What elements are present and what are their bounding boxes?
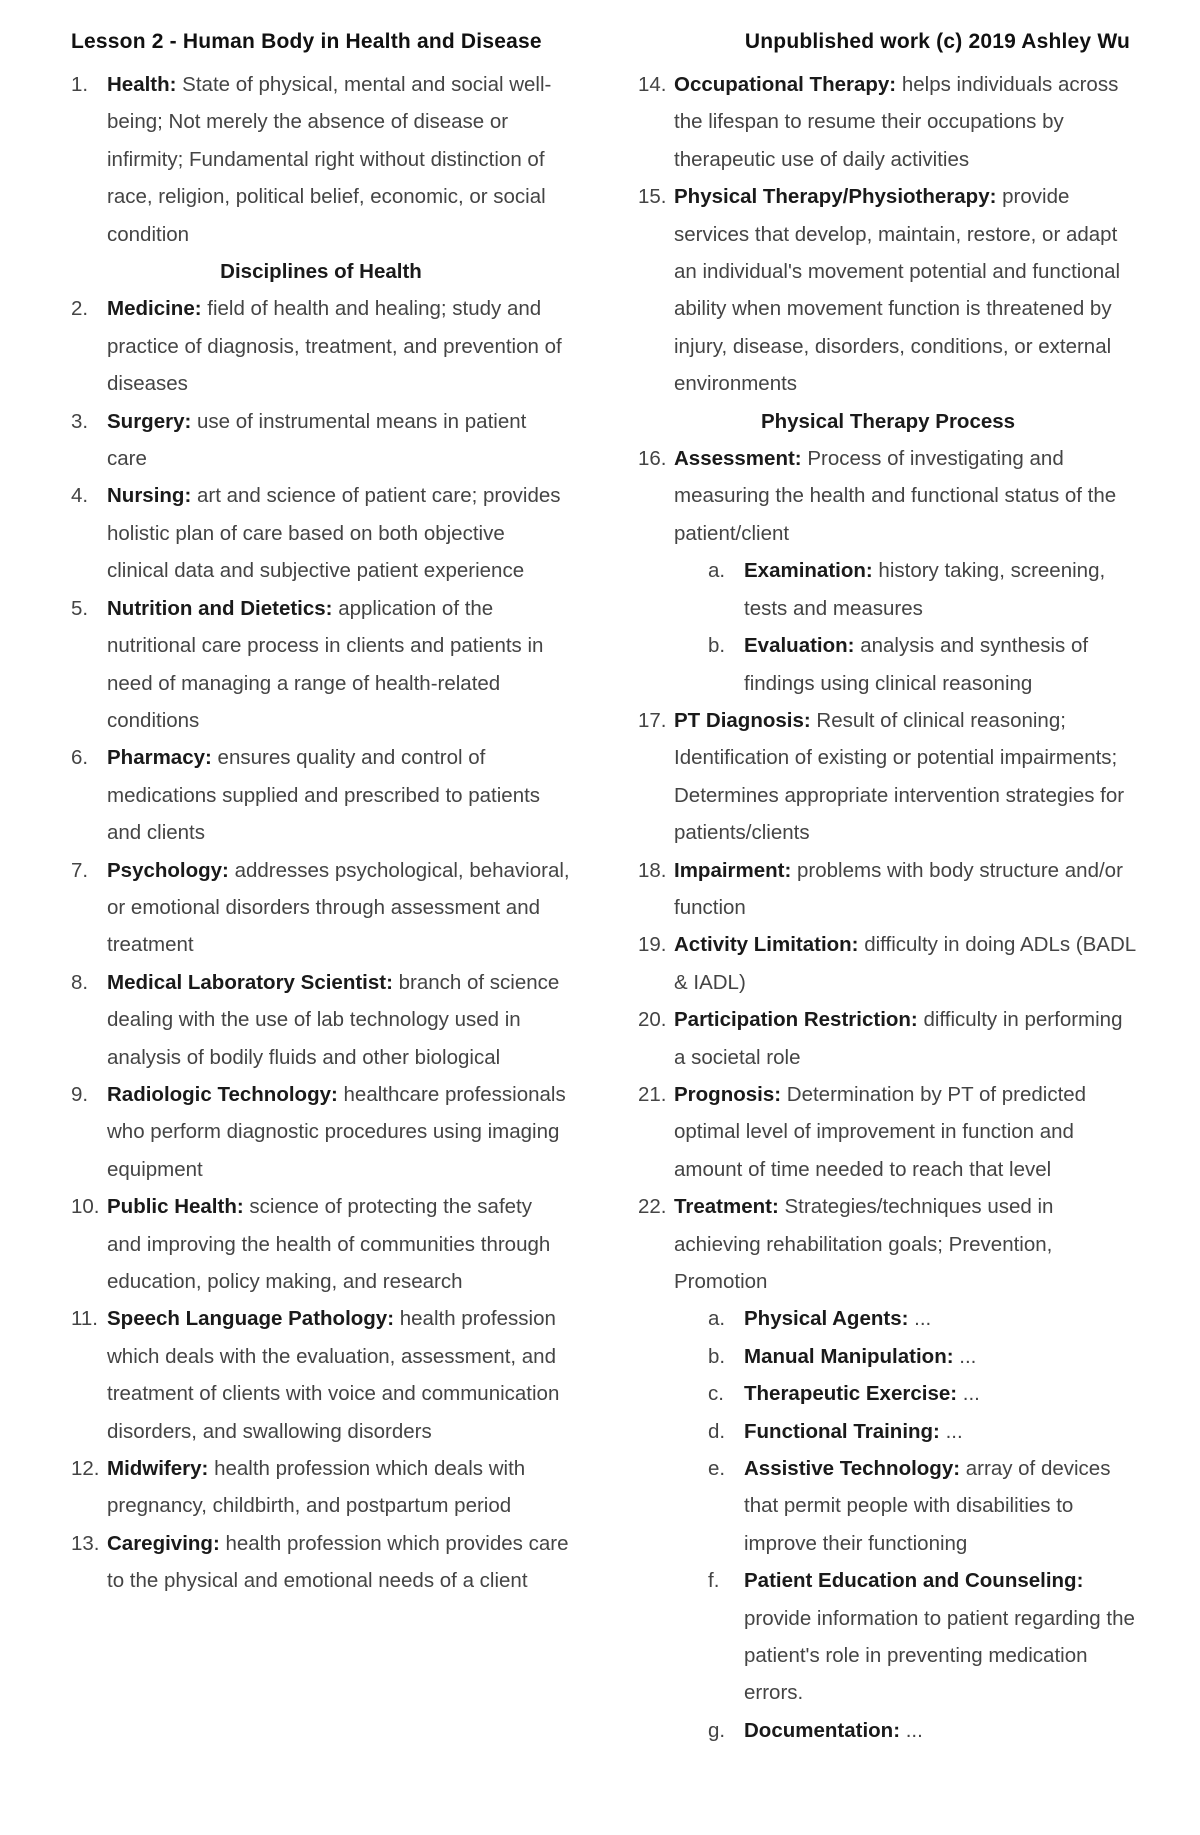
item-text <box>674 178 1138 402</box>
list-item <box>638 1188 1138 1300</box>
item-definition: science of protecting the safety and improving the health of communities through education, policy making, and research <box>107 1195 551 1293</box>
item-term: PT Diagnosis: <box>674 708 811 732</box>
item-text <box>744 1712 1138 1749</box>
item-text <box>107 1300 571 1450</box>
item-text <box>674 1001 1138 1076</box>
right-column <box>638 66 1138 1749</box>
list-item <box>638 1076 1138 1188</box>
sub-item <box>708 627 1138 702</box>
item-definition: Determination by PT of predicted optimal level of improvement in function and amount of time needed to reach that level <box>674 1082 1087 1181</box>
list-item <box>71 852 571 964</box>
item-text <box>674 1076 1138 1188</box>
list-item <box>71 590 571 740</box>
item-definition: branch of science dealing with the use of lab technology used in analysis of bodily fluids and other biological <box>107 970 560 1069</box>
sub-item-letter: b. <box>708 1344 726 1368</box>
item-term: Speech Language Pathology: <box>107 1307 395 1331</box>
item-definition: State of physical, mental and social well-being; Not merely the absence of disease or infirmity; Fundamental right without distinction of race, religion, political belief, economic, or social condition <box>107 73 552 246</box>
item-term: Evaluation: <box>744 634 855 658</box>
list-item <box>71 739 571 851</box>
item-number: 13. <box>71 1531 100 1555</box>
item-term: Health: <box>107 73 177 96</box>
item-definition: Result of clinical reasoning; Identification of existing or potential impairments; Determines appropriate intervention strategies for patients/clients <box>674 708 1125 845</box>
item-number: 8. <box>71 970 89 994</box>
item-definition: use of instrumental means in patient care <box>107 409 527 471</box>
item-definition: difficulty in performing a societal role <box>674 1008 1123 1069</box>
item-term: Patient Education and Counseling: <box>744 1569 1084 1593</box>
item-definition: field of health and healing; study and practice of diagnosis, treatment, and prevention of diseases <box>107 297 562 396</box>
item-number: 11. <box>71 1307 98 1331</box>
sub-item <box>708 1712 1138 1749</box>
section-heading-pt-process: Physical Therapy Process <box>760 409 1016 433</box>
item-definition: provide information to patient regarding the patient's role in preventing medication errors. <box>744 1606 1135 1705</box>
item-number: 17. <box>638 708 667 732</box>
item-definition: art and science of patient care; provides holistic plan of care based on both objective clinical data and subjective patient experience <box>107 484 561 583</box>
list-item <box>71 1076 571 1188</box>
item-text <box>744 1375 1138 1412</box>
item-text <box>107 1525 571 1600</box>
item-term: Participation Restriction: <box>674 1008 918 1032</box>
item-number: 22. <box>638 1195 667 1219</box>
item-definition: helps individuals across the lifespan to resume their occupations by therapeutic use of daily activities <box>674 73 1119 171</box>
item-text <box>107 964 571 1076</box>
item-number: 19. <box>638 933 667 957</box>
item-text <box>744 1300 1138 1337</box>
item-definition: ... <box>957 1382 980 1406</box>
item-definition: application of the nutritional care process in clients and patients in need of managing a range of health-related conditions <box>107 596 544 732</box>
sub-item <box>708 1450 1138 1562</box>
item-term: Assistive Technology: <box>744 1457 961 1481</box>
item-text <box>744 1450 1138 1562</box>
item-term: Examination: <box>744 559 873 583</box>
item-term: Medicine: <box>107 297 202 321</box>
list-item <box>71 477 571 589</box>
item-term: Prognosis: <box>674 1082 782 1106</box>
item-text <box>107 477 571 589</box>
item-number: 3. <box>71 409 89 433</box>
left-column <box>71 66 571 1600</box>
item-definition: ... <box>939 1419 963 1443</box>
list-item <box>638 66 1138 178</box>
sub-item-letter: c. <box>708 1382 724 1406</box>
list-item <box>71 1525 571 1600</box>
item-term: Occupational Therapy: <box>674 73 897 96</box>
sub-item <box>708 552 1138 627</box>
item-term: Public Health: <box>107 1195 244 1219</box>
item-term: Pharmacy: <box>107 746 212 770</box>
item-number: 15. <box>638 185 667 209</box>
item-definition: ... <box>900 1718 923 1742</box>
item-term: Therapeutic Exercise: <box>744 1382 958 1406</box>
item-definition: Strategies/techniques used in achieving rehabilitation goals; Prevention, Promotion <box>674 1195 1054 1293</box>
list-item <box>71 964 571 1076</box>
item-term: Functional Training: <box>744 1419 940 1443</box>
item-definition: health profession which provides care to the physical and emotional needs of a client <box>107 1531 569 1593</box>
sub-item <box>708 1562 1138 1712</box>
item-term: Caregiving: <box>107 1531 220 1555</box>
item-text <box>107 290 571 402</box>
item-text <box>107 1450 571 1525</box>
sub-item-letter: b. <box>708 634 726 658</box>
item-term: Impairment: <box>674 858 792 882</box>
item-text <box>107 1188 571 1300</box>
list-item <box>638 702 1138 852</box>
item-definition: difficulty in doing ADLs (BADL & IADL) <box>674 933 1136 994</box>
item-definition: addresses psychological, behavioral, or emotional disorders through assessment and treatment <box>107 858 570 957</box>
item-term: Medical Laboratory Scientist: <box>107 970 393 994</box>
list-item <box>71 290 571 402</box>
sub-item-letter: a. <box>708 559 726 583</box>
sub-item <box>708 1413 1138 1450</box>
item-number: 6. <box>71 746 89 770</box>
item-term: Physical Therapy/Physiotherapy: <box>674 185 997 209</box>
item-definition: health profession which deals with the evaluation, assessment, and treatment of clients with voice and communication disorders, and swallowing disorders <box>107 1307 560 1443</box>
item-number: 2. <box>71 297 89 321</box>
list-item <box>71 66 571 253</box>
item-text <box>744 627 1138 702</box>
sub-item <box>708 1338 1138 1375</box>
item-term: Physical Agents: <box>744 1307 909 1331</box>
item-definition: health profession which deals with pregnancy, childbirth, and postpartum period <box>107 1457 526 1518</box>
item-number: 1. <box>71 73 89 96</box>
item-term: Radiologic Technology: <box>107 1082 338 1106</box>
item-number: 5. <box>71 596 89 620</box>
item-text <box>744 1413 1138 1450</box>
sub-item-letter: d. <box>708 1419 726 1443</box>
item-number: 4. <box>71 484 89 508</box>
item-term: Treatment: <box>674 1195 779 1219</box>
sub-item-letter: f. <box>708 1569 720 1593</box>
item-term: Manual Manipulation: <box>744 1344 954 1368</box>
item-term: Midwifery: <box>107 1457 209 1481</box>
item-text <box>744 1338 1138 1375</box>
item-definition: history taking, screening, tests and measures <box>744 559 1106 620</box>
item-text <box>107 852 571 964</box>
item-text <box>674 440 1138 552</box>
item-term: Psychology: <box>107 858 229 882</box>
copyright-notice: Unpublished work (c) 2019 Ashley Wu <box>744 30 1130 53</box>
list-item <box>638 852 1138 927</box>
item-definition: ensures quality and control of medications supplied and prescribed to patients and clients <box>107 746 541 845</box>
item-text <box>674 702 1138 852</box>
list-item <box>71 1450 571 1525</box>
item-number: 21. <box>638 1082 667 1106</box>
list-item <box>71 1300 571 1450</box>
item-text <box>107 739 571 851</box>
item-text <box>674 852 1138 927</box>
list-item <box>638 1001 1138 1076</box>
list-item <box>638 926 1138 1001</box>
section-heading-disciplines: Disciplines of Health <box>220 260 422 284</box>
item-definition: analysis and synthesis of findings using clinical reasoning <box>744 634 1089 695</box>
list-item <box>71 1188 571 1300</box>
sub-item <box>708 1375 1138 1412</box>
sub-item-letter: g. <box>708 1718 726 1742</box>
item-text <box>107 1076 571 1188</box>
item-text <box>674 66 1138 178</box>
item-number: 10. <box>71 1195 100 1219</box>
sub-item <box>708 1300 1138 1337</box>
item-number: 7. <box>71 858 89 882</box>
list-item <box>638 440 1138 552</box>
item-term: Surgery: <box>107 409 192 433</box>
item-text <box>674 1188 1138 1300</box>
item-term: Nutrition and Dietetics: <box>107 596 333 620</box>
item-text <box>107 66 571 253</box>
item-text <box>107 403 571 478</box>
item-text <box>107 590 571 740</box>
item-number: 20. <box>638 1008 667 1032</box>
item-definition: ... <box>953 1344 977 1368</box>
item-text <box>744 552 1138 627</box>
item-definition: provide services that develop, maintain, restore, or adapt an individual's movement potential and functional ability when movement function is threatened by injury, disease, disorders, conditions, or external environments <box>674 185 1121 396</box>
sub-item-letter: a. <box>708 1307 726 1331</box>
item-text <box>744 1562 1138 1712</box>
item-number: 18. <box>638 858 667 882</box>
item-term: Documentation: <box>744 1718 901 1742</box>
lesson-title: Lesson 2 - Human Body in Health and Disease <box>71 30 542 53</box>
sub-item-letter: e. <box>708 1457 726 1481</box>
item-definition: Process of investigating and measuring the health and functional status of the patient/client <box>674 447 1117 545</box>
item-term: Assessment: <box>674 447 802 471</box>
item-definition: healthcare professionals who perform diagnostic procedures using imaging equipment <box>107 1082 566 1181</box>
item-definition: ... <box>908 1307 932 1331</box>
list-item <box>71 403 571 478</box>
item-number: 9. <box>71 1082 89 1106</box>
item-number: 12. <box>71 1457 100 1481</box>
item-definition: array of devices that permit people with disabilities to improve their functioning <box>744 1457 1111 1555</box>
item-text <box>674 926 1138 1001</box>
item-term: Activity Limitation: <box>674 933 859 957</box>
item-term: Nursing: <box>107 484 192 508</box>
list-item <box>638 178 1138 402</box>
item-definition: problems with body structure and/or function <box>674 858 1123 919</box>
item-number: 14. <box>638 73 667 96</box>
item-number: 16. <box>638 447 667 471</box>
